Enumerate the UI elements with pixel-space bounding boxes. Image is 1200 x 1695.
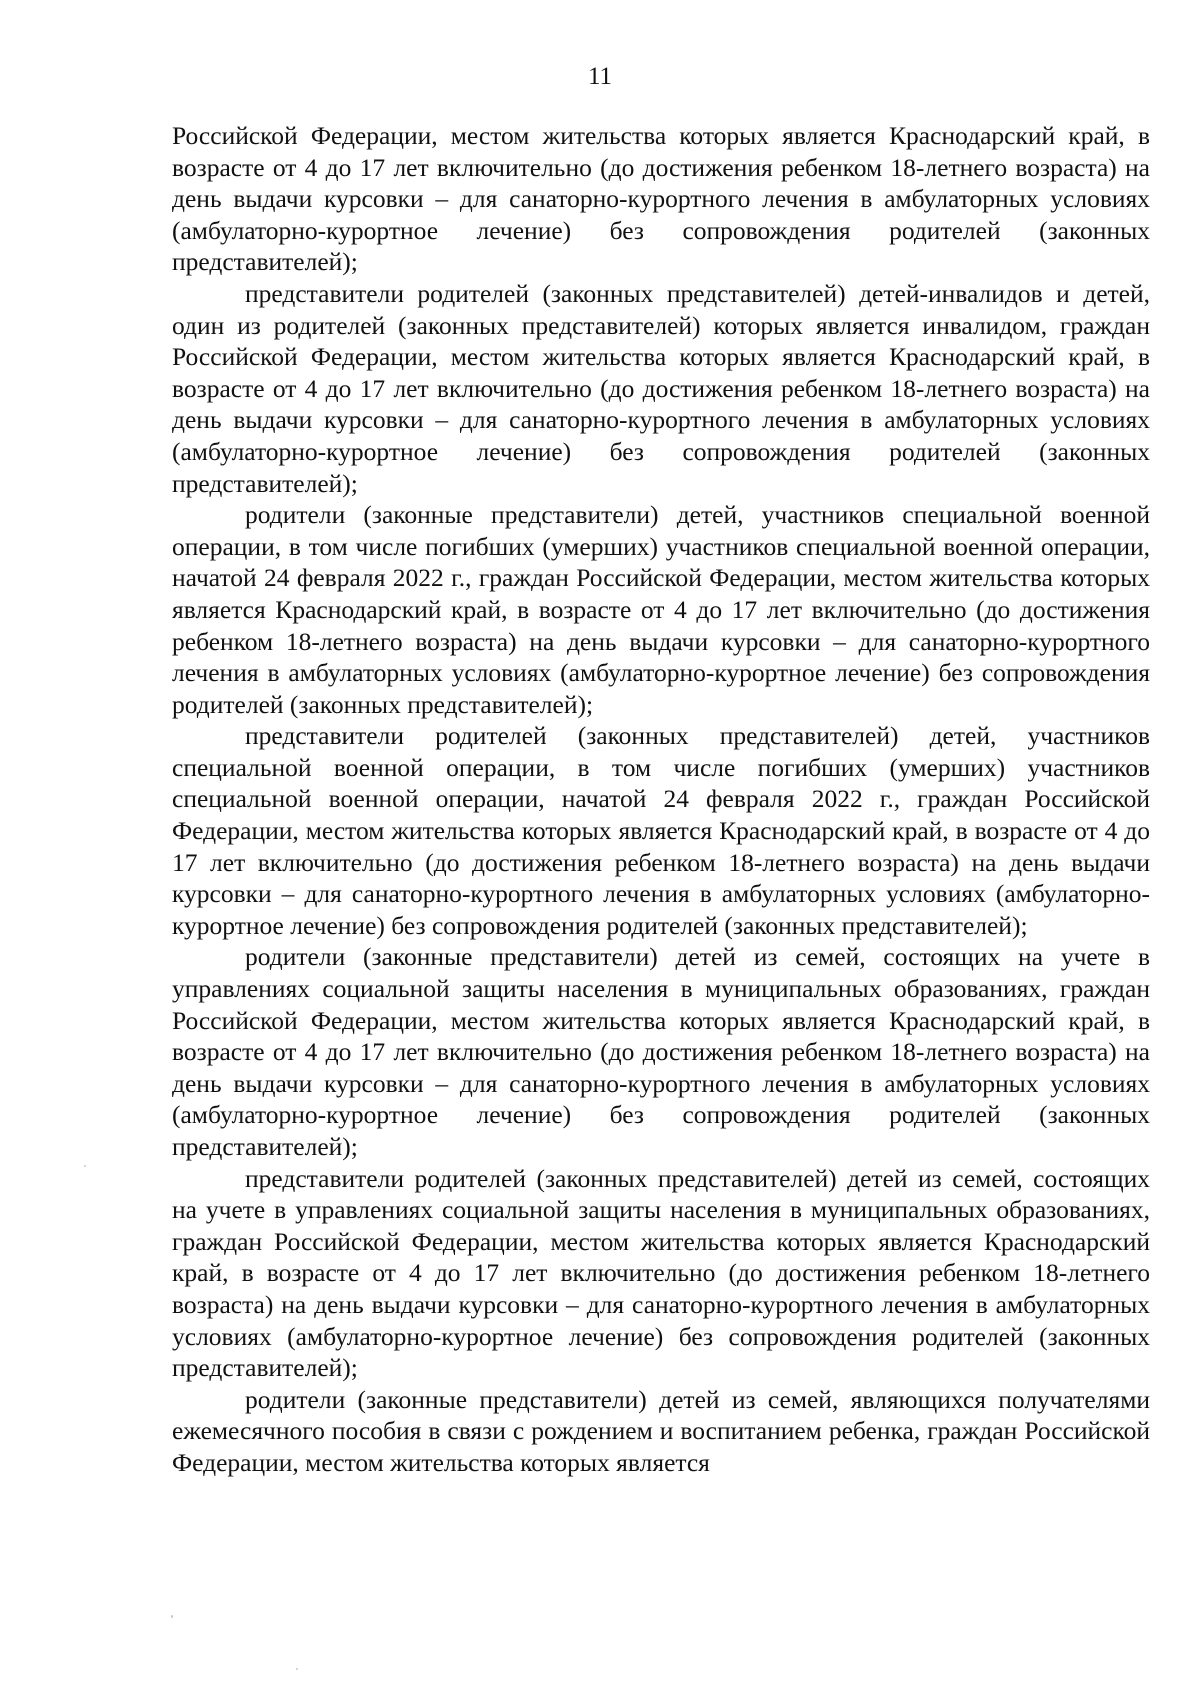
paragraph-continuation: Российской Федерации, местом жительства которых является Краснодарский край, в возрасте от 4 до 17 лет включительно (до достижения ребенком 18-летнего возраста) на день выдачи курсовки – для санаторно-курортного лечения в амбулаторных условиях (амбулаторно-курортное лечение) без сопровождения родителей (законных представителей); (172, 121, 1150, 277)
scan-speck (84, 1165, 86, 1167)
paragraph-monthly-allowance-parents: родители (законные представители) детей из семей, являющихся получателями ежемесячного пособия в связи с рождением и воспитанием ребенка, граждан Российской Федерации, местом жительства которых является (172, 1384, 1150, 1477)
paragraph-disabled-children-representatives: представители родителей (законных представителей) детей-инвалидов и детей, один из родителей (законных представителей) которых является инвалидом, граждан Российской Федерации, местом жительства которых является Краснодарский край, в возрасте от 4 до 17 лет включительно (до достижения ребенком 18-летнего возраста) на день выдачи курсовки – для санаторно-курортного лечения в амбулаторных условиях (амбулаторно-курортное лечение) без сопровождения родителей (законных представителей); (172, 278, 1150, 498)
paragraph-svo-representatives: представители родителей (законных представителей) детей, участников специальной военной операции, в том числе погибших (умерших) участников специальной военной операции, начатой 24 февраля 2022 г., граждан Российской Федерации, местом жительства которых является Краснодарский край, в возрасте от 4 до 17 лет включительно (до достижения ребенком 18-летнего возраста) на день выдачи курсовки – для санаторно-курортного лечения в амбулаторных условиях (амбулаторно-курортное лечение) без сопровождения родителей (законных представителей); (172, 721, 1150, 940)
scan-speck (171, 1615, 173, 1618)
paragraph-svo-parents: родители (законные представители) детей, участников специальной военной операции, в том числе погибших (умерших) участников специальной военной операции, начатой 24 февраля 2022 г., граждан Российской Федерации, местом жительства которых является Краснодарский край, в возрасте от 4 до 17 лет включительно (до достижения ребенком 18-летнего возраста) на день выдачи курсовки – для санаторно-курортного лечения в амбулаторных условиях (амбулаторно-курортное лечение) без сопровождения родителей (законных представителей); (172, 500, 1150, 719)
document-body (172, 120, 1150, 1479)
paragraph-social-protection-parents: родители (законные представители) детей из семей, состоящих на учете в управлениях социальной защиты населения в муниципальных образованиях, граждан Российской Федерации, местом жительства которых является Краснодарский край, в возрасте от 4 до 17 лет включительно (до достижения ребенком 18-летнего возраста) на день выдачи курсовки – для санаторно-курортного лечения в амбулаторных условиях (амбулаторно-курортное лечение) без сопровождения родителей (законных представителей); (172, 942, 1150, 1161)
page-number: 11 (587, 63, 613, 90)
paragraph-social-protection-representatives: представители родителей (законных представителей) детей из семей, состоящих на учете в управлениях социальной защиты населения в муниципальных образованиях, граждан Российской Федерации, местом жительства которых является Краснодарский край, в возрасте от 4 до 17 лет включительно (до достижения ребенком 18-летнего возраста) на день выдачи курсовки – для санаторно-курортного лечения в амбулаторных условиях (амбулаторно-курортное лечение) без сопровождения родителей (законных представителей); (172, 1163, 1150, 1383)
scan-speck (296, 1668, 298, 1670)
